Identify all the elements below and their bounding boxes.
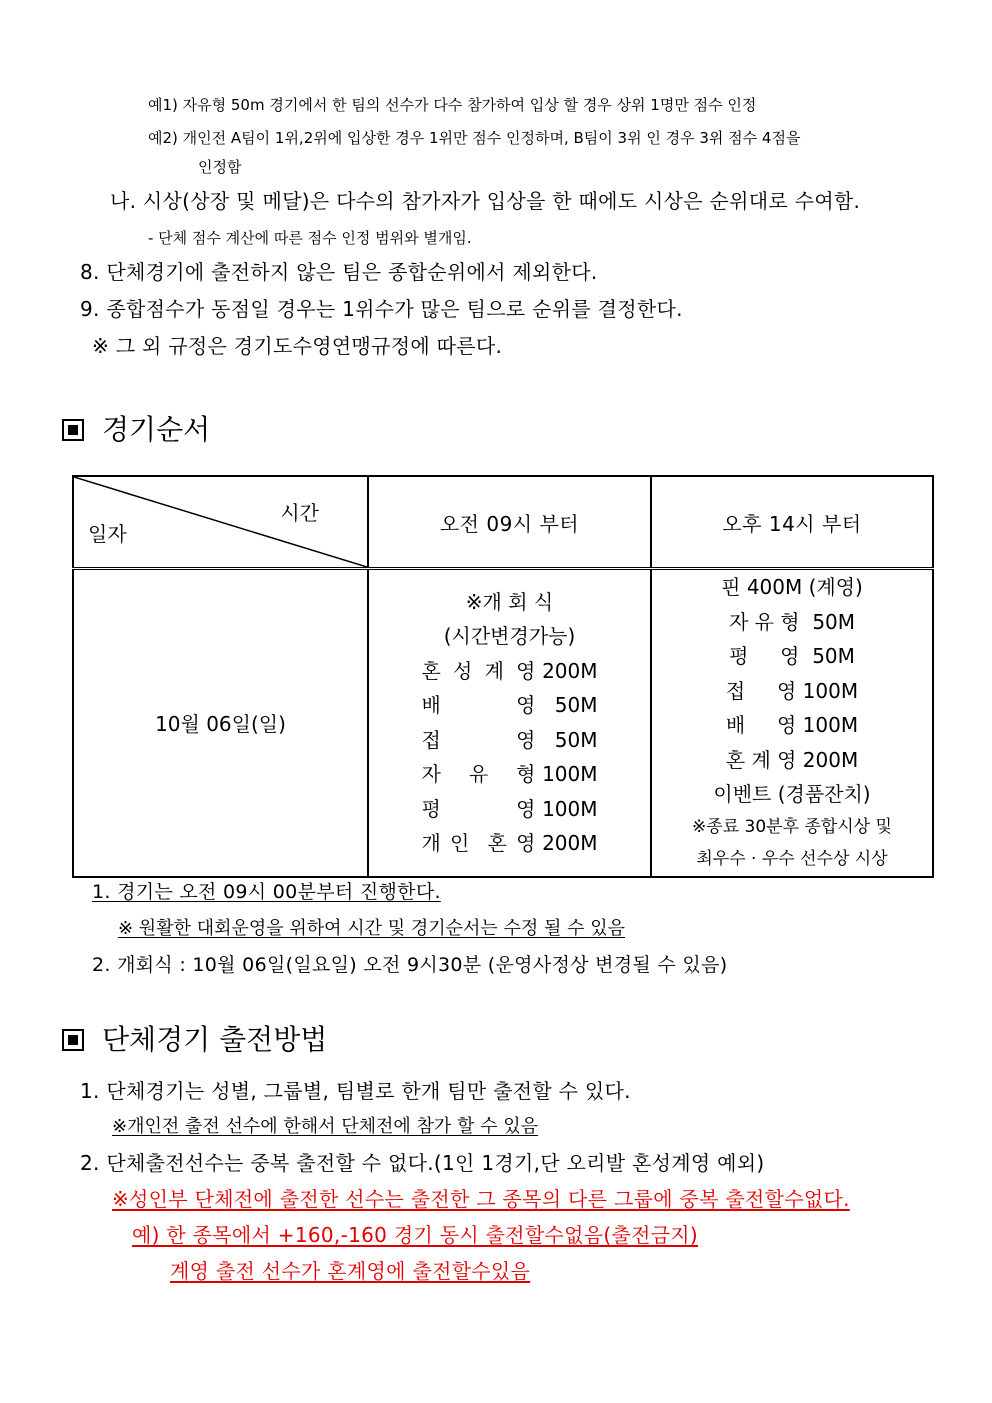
rule-8: 8. 단체경기에 출전하지 않은 팀은 종합순위에서 제외한다. [80, 260, 598, 284]
pm-note-line-1: ※종료 30분후 종합시상 및 [692, 817, 892, 838]
am-event-name-char: 혼 [421, 658, 441, 683]
column-header-am: 오전 09시 부터 [368, 476, 651, 569]
corner-cell [73, 476, 368, 569]
pm-events-cell [651, 569, 933, 877]
am-event-name-char: 영 [516, 658, 536, 683]
rule-etc: ※ 그 외 규정은 경기도수영연맹규정에 따른다. [92, 334, 503, 358]
am-event-distance: 100M [542, 762, 598, 787]
am-event-distance: 200M [542, 831, 598, 856]
am-events-cell [368, 569, 651, 877]
am-event-distance: 100M [542, 796, 598, 821]
rule-na: 나. 시상(상장 및 메달)은 다수의 참가자가 입상을 한 때에도 시상은 순위대로 수여함. [110, 189, 861, 213]
team-warning-3 [170, 1261, 530, 1281]
schedule-table [72, 475, 934, 878]
am-event-name-char: 배 [421, 693, 441, 718]
section-heading-team [62, 1023, 328, 1056]
corner-date-label: 일자 [88, 522, 127, 546]
am-event-name-char: 영 [516, 693, 536, 718]
example-2-line-2: 인정함 [198, 158, 242, 176]
schedule-note-1-sub [118, 920, 625, 938]
am-event-name-char: 자 [421, 762, 441, 787]
square-bullet-icon [62, 419, 84, 441]
pm-event-row: 평 영 50M [729, 644, 855, 668]
square-bullet-icon [62, 1029, 84, 1051]
am-event-name-char: 형 [516, 762, 536, 787]
am-event-name-char: 성 [453, 658, 473, 683]
am-event-name-char: 개 [421, 831, 441, 856]
pm-note-line-2: 최우수 · 우수 선수상 시상 [696, 849, 888, 870]
schedule-note-1-text: 1. 경기는 오전 09시 00분부터 진행한다. [92, 881, 441, 903]
pm-event-row: 핀 400M (계영) [721, 575, 863, 599]
date-cell: 10월 06일(일) [73, 569, 368, 877]
pm-event-row: 자 유 형 50M [728, 609, 856, 634]
am-event-row [422, 826, 598, 861]
example-2-line-1: 예2) 개인전 A팀이 1위,2위에 입상한 경우 1위만 점수 인정하며, B팀이 3위 인 경우 3위 점수 4점을 [148, 129, 801, 147]
am-event-distance: 50M [554, 693, 598, 718]
am-event-name [422, 826, 536, 861]
pm-event-row: 배 영 100M [725, 713, 859, 737]
am-event-name-char: 영 [516, 831, 536, 856]
team-rule-1-sub [112, 1118, 538, 1136]
am-event-name-char: 계 [484, 658, 504, 683]
rule-na-sub: - 단체 점수 계산에 따른 점수 인정 범위와 별개임. [148, 229, 472, 247]
team-warning-2-text: 예) 한 종목에서 +160,-160 경기 동시 출전할수없음(출전금지) [132, 1223, 699, 1247]
rule-9: 9. 종합점수가 동점일 경우는 1위수가 많은 팀으로 순위를 결정한다. [80, 297, 683, 321]
am-event-name [422, 723, 536, 758]
column-header-pm: 오후 14시 부터 [651, 476, 933, 569]
corner-time-label: 시간 [280, 501, 319, 525]
pm-event-row: 혼 계 영 200M [725, 747, 859, 772]
pm-event-row: 접 영 100M [725, 678, 859, 703]
opening-note: (시간변경가능) [443, 624, 576, 649]
pm-event-row: 이벤트 (경품잔치) [713, 782, 871, 806]
team-rule-2: 2. 단체출전선수는 중복 출전할 수 없다.(1인 1경기,단 오리발 혼성계영 예외) [80, 1151, 765, 1175]
section-title: 경기순서 [102, 413, 211, 446]
schedule-note-1 [92, 883, 441, 902]
am-event-name-char: 영 [516, 727, 536, 752]
am-event-row [422, 757, 598, 792]
am-event-name [422, 792, 536, 827]
team-warning-1-text: ※성인부 단체전에 출전한 선수는 출전한 그 종목의 다른 그룹에 중복 출전할수없다. [112, 1187, 850, 1211]
team-warning-3-text: 계영 출전 선수가 혼계영에 출전할수있음 [170, 1259, 531, 1283]
schedule-note-1-sub-text: ※ 원활한 대회운영을 위하여 시간 및 경기순서는 수정 될 수 있음 [118, 918, 625, 939]
am-event-name [422, 654, 536, 689]
team-rule-1-sub-text: ※개인전 출전 선수에 한해서 단체전에 참가 할 수 있음 [112, 1116, 539, 1137]
am-event-distance: 50M [554, 727, 598, 752]
am-event-name-char: 인 [450, 831, 470, 856]
am-event-name-char: 유 [468, 762, 489, 787]
section-title: 단체경기 출전방법 [102, 1023, 328, 1056]
am-event-name-char: 평 [421, 796, 441, 821]
team-warning-2 [132, 1225, 698, 1245]
am-event-name-char: 영 [516, 796, 536, 821]
schedule-note-2: 2. 개회식 : 10월 06일(일요일) 오전 9시30분 (운영사정상 변경될 수 있음) [92, 954, 728, 976]
team-warning-1 [112, 1189, 850, 1209]
team-rule-1: 1. 단체경기는 성별, 그룹별, 팀별로 한개 팀만 출전할 수 있다. [80, 1079, 631, 1103]
am-event-row [422, 792, 598, 827]
am-event-row [422, 688, 598, 723]
section-heading-schedule [62, 413, 211, 446]
example-1: 예1) 자유형 50m 경기에서 한 팀의 선수가 다수 참가하여 입상 할 경우 상위 1명만 점수 인정 [148, 96, 757, 114]
am-event-distance: 200M [542, 658, 598, 683]
am-event-row [422, 723, 598, 758]
am-event-name [422, 757, 536, 792]
am-event-name-char: 혼 [487, 831, 507, 856]
am-event-name [422, 688, 536, 723]
opening-ceremony: ※개 회 식 [465, 589, 554, 614]
am-event-row [422, 654, 598, 689]
am-event-name-char: 접 [421, 727, 441, 752]
